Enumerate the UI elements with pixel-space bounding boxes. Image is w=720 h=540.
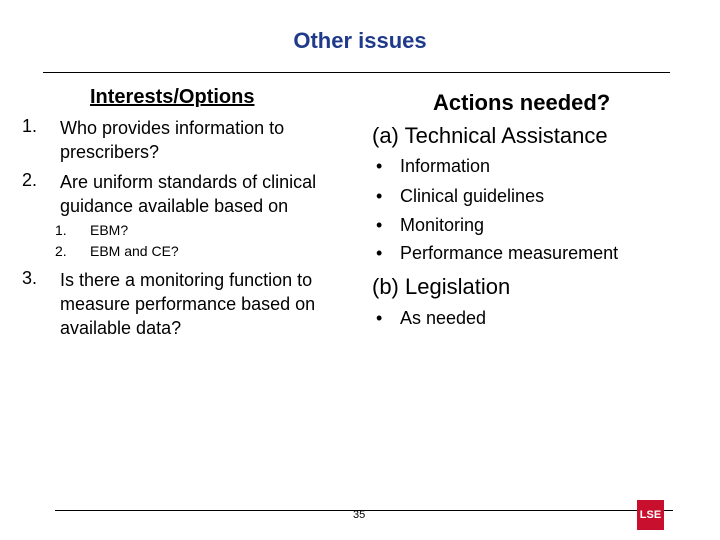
- question-2-line-2: guidance available based on: [60, 196, 289, 216]
- list-item: Performance measurement: [400, 243, 619, 263]
- bullet-icon: •: [376, 186, 383, 206]
- list-item: As needed: [400, 308, 487, 328]
- lse-logo-icon: LSE: [637, 500, 664, 530]
- question-3-line-2: measure performance based on: [60, 294, 316, 314]
- question-1-number: 1.: [22, 116, 38, 136]
- technical-assistance-heading: (a) Technical Assistance: [372, 123, 608, 148]
- right-column-heading: Actions needed?: [433, 90, 611, 115]
- question-2-number: 2.: [22, 170, 38, 190]
- subquestion-2-number: 2.: [55, 243, 67, 259]
- list-item: Clinical guidelines: [400, 186, 545, 206]
- bullet-icon: •: [376, 156, 383, 176]
- question-2-line-1: Are uniform standards of clinical: [60, 172, 317, 192]
- top-divider: [43, 72, 670, 73]
- question-3-number: 3.: [22, 268, 38, 288]
- question-1-line-1: Who provides information to: [60, 118, 285, 138]
- question-3-line-3: available data?: [60, 318, 182, 338]
- bullet-icon: •: [376, 308, 383, 328]
- left-column-heading: Interests/Options: [90, 86, 255, 108]
- legislation-heading: (b) Legislation: [372, 274, 511, 299]
- page-number: 35: [353, 509, 366, 521]
- list-item: Information: [400, 156, 491, 176]
- subquestion-1-text: EBM?: [90, 222, 129, 238]
- question-1-line-2: prescribers?: [60, 142, 160, 162]
- question-3-line-1: Is there a monitoring function to: [60, 270, 313, 290]
- bullet-icon: •: [376, 243, 383, 263]
- bullet-icon: •: [376, 215, 383, 235]
- list-item: Monitoring: [400, 215, 485, 235]
- subquestion-2-text: EBM and CE?: [90, 243, 179, 259]
- slide-title: Other issues: [293, 28, 427, 53]
- subquestion-1-number: 1.: [55, 222, 67, 238]
